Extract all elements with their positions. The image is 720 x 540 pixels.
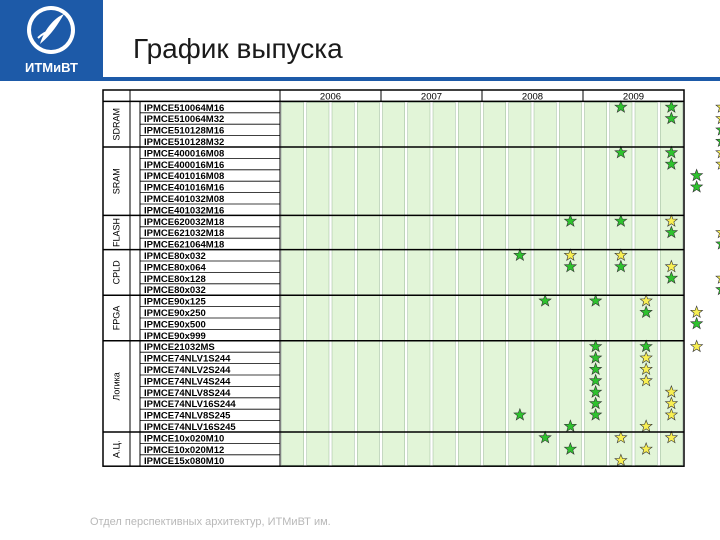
green-star-icon xyxy=(691,318,703,329)
group-label: SDRAM xyxy=(111,107,122,141)
yellow-star-icon xyxy=(716,101,720,112)
row-name: IPMCE510064M32 xyxy=(144,114,225,126)
row-name: IPMCE401032M16 xyxy=(144,205,225,217)
row-name: IPMCE510064M16 xyxy=(144,102,225,114)
group-label: А.Ц. xyxy=(111,440,122,458)
row-name: IPMCE401032M08 xyxy=(144,194,225,205)
year-label: 2009 xyxy=(622,91,645,103)
row-name: IPMCE401016M08 xyxy=(144,171,225,183)
quarter-column xyxy=(635,102,657,465)
quarter-column xyxy=(408,102,430,465)
row-name: IPMCE510128M16 xyxy=(144,125,225,137)
row-name: IPMCE74NLV1S244 xyxy=(144,353,231,365)
green-star-icon xyxy=(716,135,720,146)
quarter-column xyxy=(534,102,556,465)
quarter-column xyxy=(307,102,329,465)
row-name: IPMCE74NLV16S244 xyxy=(144,399,236,411)
row-name: IPMCE80x128 xyxy=(144,273,206,285)
quarter-column xyxy=(433,102,455,465)
green-star-icon xyxy=(716,238,720,249)
row-name: IPMCE621064M18 xyxy=(144,239,225,251)
yellow-star-icon xyxy=(716,112,720,123)
yellow-star-icon xyxy=(691,340,703,351)
year-label: 2007 xyxy=(420,91,443,103)
quarter-column xyxy=(332,102,354,465)
green-star-icon xyxy=(716,283,720,294)
row-name: IPMCE74NLV16S245 xyxy=(144,422,236,433)
row-name: IPMCE74NLV4S244 xyxy=(144,376,231,388)
quarter-column xyxy=(484,102,506,465)
row-name: IPMCE90x250 xyxy=(144,308,206,319)
quarter-column xyxy=(458,102,480,465)
row-name: IPMCE74NLV8S244 xyxy=(144,387,231,399)
group-label: SRAM xyxy=(111,168,122,195)
quarter-column xyxy=(610,102,632,465)
footer-text: Отдел перспективных архитектур, ИТМиВТ им. xyxy=(90,516,331,528)
row-name: IPMCE15x080M10 xyxy=(144,456,225,468)
quarter-column xyxy=(383,102,405,465)
logo-text: ИТМиВТ xyxy=(25,60,78,75)
green-star-icon xyxy=(691,181,703,192)
page-title: График выпуска xyxy=(133,33,343,64)
quarter-column xyxy=(357,102,379,465)
row-name: IPMCE400016M16 xyxy=(144,159,225,171)
quarter-column xyxy=(559,102,581,465)
row-name: IPMCE90x500 xyxy=(144,319,206,331)
yellow-star-icon xyxy=(716,147,720,158)
row-name: IPMCE80x064 xyxy=(144,262,206,274)
row-name: IPMCE10x020M10 xyxy=(144,433,225,445)
group-label: CPLD xyxy=(111,260,122,285)
row-name: IPMCE74NLV2S244 xyxy=(144,365,231,376)
group-label: Логика xyxy=(111,372,122,401)
yellow-star-icon xyxy=(716,272,720,283)
row-name: IPMCE10x020M12 xyxy=(144,444,225,456)
green-star-icon xyxy=(691,169,703,180)
yellow-star-icon xyxy=(716,158,720,169)
year-label: 2008 xyxy=(521,91,544,103)
yellow-star-icon xyxy=(691,306,703,317)
row-name: IPMCE510128M32 xyxy=(144,137,225,148)
row-name: IPMCE90x999 xyxy=(144,330,206,342)
row-name: IPMCE21032MS xyxy=(144,342,215,354)
green-star-icon xyxy=(716,124,720,135)
quarter-column xyxy=(282,102,304,465)
group-label: FLASH xyxy=(111,217,122,248)
group-label: FPGA xyxy=(111,305,122,331)
year-label: 2006 xyxy=(319,91,342,103)
yellow-star-icon xyxy=(716,226,720,237)
row-name: IPMCE90x125 xyxy=(144,296,206,308)
row-name: IPMCE74NLV8S245 xyxy=(144,410,231,422)
row-name: IPMCE620032M18 xyxy=(144,216,225,228)
row-name: IPMCE400016M08 xyxy=(144,148,225,160)
row-name: IPMCE401016M16 xyxy=(144,182,225,194)
row-name: IPMCE621032M18 xyxy=(144,228,225,240)
row-name: IPMCE80x032 xyxy=(144,251,206,262)
row-name: IPMCE80x032 xyxy=(144,285,206,297)
